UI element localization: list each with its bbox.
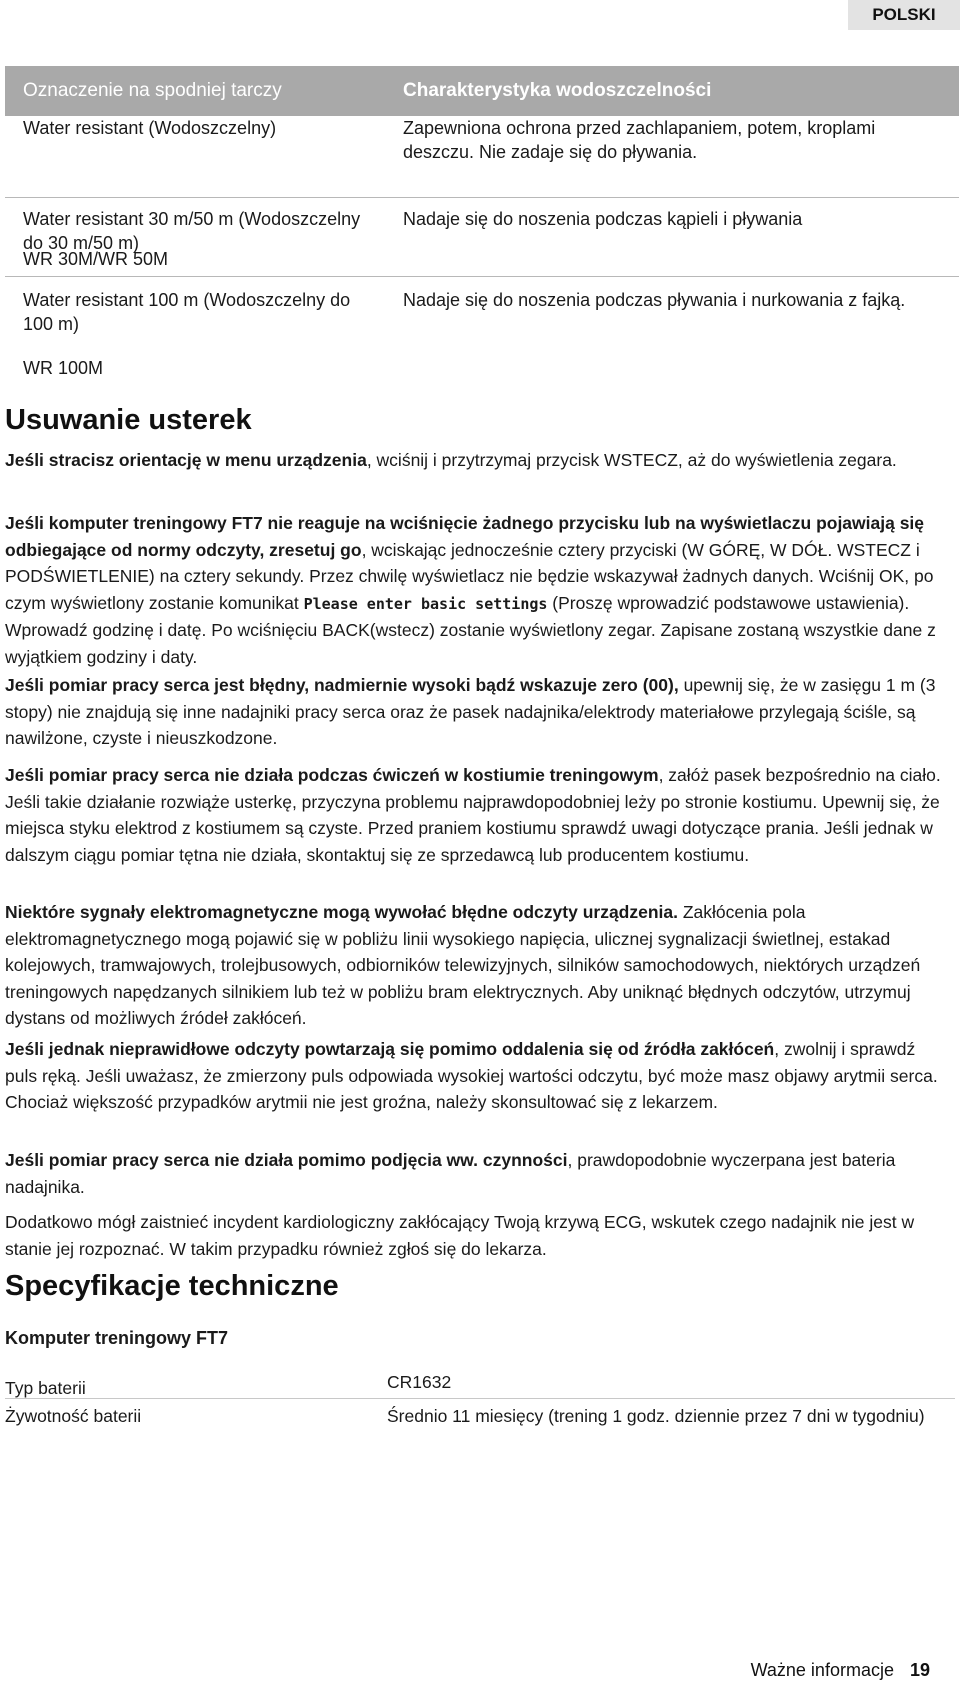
- display-message: Please enter basic settings: [303, 594, 548, 613]
- water-resistance-table: [5, 66, 959, 378]
- paragraph: [5, 899, 945, 1032]
- row-mark: Water resistant (Wodoszczelny): [23, 118, 277, 138]
- row-divider: [5, 276, 959, 277]
- paragraph-text: , prawdopodobnie wyczerpana jest bateria nadajnika.: [5, 1150, 896, 1197]
- paragraph: [5, 1209, 945, 1262]
- paragraph-text: , załóż pasek bezpośrednio na ciało. Jeśli takie działanie rozwiąże usterkę, przyczyna problemu najprawdopodobniej leży po stronie kostiumu. Upewnij się, że miejsca styku elektrod z kostiumem są czyste. Przed praniem kostiumu sprawdź uwagi dotyczące prania. Jeśli jednak w dalszym ciągu pomiar tętna nie działa, skontaktuj się ze sprzedawcą lub producentem kostiumu.: [5, 765, 941, 865]
- paragraph-text: , wciskając jednocześnie cztery przyciski (W GÓRĘ, W DÓŁ. WSTECZ i PODŚWIETLENIE) na cztery sekundy. Przez chwilę wyświetlacz nie będzie wskazywał żadnych danych. Wciśnij OK, po czym wyświetlony zostanie komunikat: [5, 539, 934, 613]
- col-header-characteristics: Charakterystyka wodoszczelności: [403, 80, 712, 101]
- row-mark: Water resistant 100 m (Wodoszczelny do 100 m): [23, 290, 351, 334]
- paragraph-text: Zakłócenia pola elektromagnetycznego mogą pojawić się w pobliżu linii wysokiego napięcia, ulicznej sygnalizacji świetlnej, estakad kolejowych, tramwajowych, trolejbusowych, odbiorników telewizyjnych, silników samochodowych, niektórych urządzeń treningowych napędzanych silnikiem lub też w pobliżu bram elektrycznych. Aby uniknąć błędnych odczytów, utrzymuj dystans od możliwych źródeł zakłóceń.: [5, 902, 921, 1028]
- section-title-specs: Specyfikacje techniczne: [5, 1270, 339, 1302]
- language-tab: POLSKI: [848, 0, 960, 30]
- paragraph: [5, 447, 945, 474]
- paragraph-lead: Jeśli pomiar pracy serca jest błędny, nadmiernie wysoki bądź wskazuje zero (00),: [5, 675, 679, 695]
- paragraph: [5, 672, 945, 752]
- footer-label: Ważne informacje: [750, 1660, 894, 1680]
- paragraph-lead: Jeśli komputer treningowy FT7 nie reaguje na wciśnięcie żadnego przycisku lub na wyświetlaczu pojawiają się odbiegające od normy odczyty, zresetuj go: [5, 513, 925, 560]
- paragraph: [5, 762, 945, 868]
- row-mark: WR 100M: [23, 358, 104, 378]
- paragraph-lead: Jeśli jednak nieprawidłowe odczyty powtarzają się pomimo oddalenia się od źródła zakłóceń: [5, 1039, 775, 1059]
- page-number: 19: [909, 1660, 930, 1680]
- row-desc: Nadaje się do noszenia podczas kąpieli i pływania: [403, 209, 803, 229]
- row-divider: [5, 197, 959, 198]
- paragraph: [5, 1036, 945, 1116]
- spec-key: Typ baterii: [5, 1378, 86, 1398]
- page-footer: [751, 1660, 930, 1681]
- paragraph: [5, 1147, 945, 1200]
- paragraph-text: (Proszę wprowadzić podstawowe ustawienia). Wprowadź godzinę i datę. Po wciśnięciu BACK(wstecz) zostanie wyświetlony zegar. Zapisane zostaną wszystkie dane z wyjątkiem godziny i daty.: [5, 592, 936, 667]
- table-header: [5, 66, 959, 116]
- spec-divider: [5, 1398, 955, 1399]
- paragraph-lead: Jeśli pomiar pracy serca nie działa podczas ćwiczeń w kostiumie treningowym: [5, 765, 659, 785]
- paragraph-text: , zwolnij i sprawdź puls ręką. Jeśli uważasz, że zmierzony puls odpowiada wysokiej wartości odczytu, być może masz objawy arytmii serca. Chociaż większość przypadków arytmii nie jest groźna, należy skonsultować się z lekarzem.: [5, 1039, 938, 1112]
- paragraph-text: Dodatkowo mógł zaistnieć incydent kardiologiczny zakłócający Twoją krzywą ECG, wskutek czego nadajnik nie jest w stanie jej rozpoznać. W takim przypadku również zgłoś się do lekarza.: [5, 1212, 915, 1259]
- spec-key: Żywotność baterii: [5, 1406, 142, 1426]
- paragraph-lead: Niektóre sygnały elektromagnetyczne mogą wywołać błędne odczyty urządzenia.: [5, 902, 678, 922]
- row-mark: Water resistant 30 m/50 m (Wodoszczelny do 30 m/50 m): [23, 209, 361, 253]
- section-title-troubleshooting: Usuwanie usterek: [5, 404, 252, 436]
- spec-value: Średnio 11 miesięcy (trening 1 godz. dziennie przez 7 dni w tygodniu): [387, 1406, 925, 1426]
- paragraph: [5, 510, 945, 670]
- col-header-marking: Oznaczenie na spodniej tarczy: [23, 80, 282, 101]
- specs-subtitle: Komputer treningowy FT7: [5, 1328, 229, 1348]
- row-mark: WR 30M/WR 50M: [23, 249, 169, 269]
- paragraph-lead: Jeśli stracisz orientację w menu urządzenia: [5, 450, 367, 470]
- paragraph-text: upewnij się, że w zasięgu 1 m (3 stopy) nie znajdują się inne nadajniki pracy serca oraz że pasek nadajnika/elektrody materiałowe przylegają ściśle, są nawilżone, czyste i nieuszkodzone.: [5, 675, 936, 748]
- row-desc: Zapewniona ochrona przed zachlapaniem, potem, kroplami deszczu. Nie zadaje się do pływania.: [403, 118, 876, 162]
- paragraph-lead: Jeśli pomiar pracy serca nie działa pomimo podjęcia ww. czynności: [5, 1150, 568, 1170]
- paragraph-text: , wciśnij i przytrzymaj przycisk WSTECZ, aż do wyświetlenia zegara.: [366, 450, 897, 470]
- spec-value: CR1632: [387, 1372, 452, 1392]
- row-desc: Nadaje się do noszenia podczas pływania i nurkowania z fajką.: [403, 290, 906, 310]
